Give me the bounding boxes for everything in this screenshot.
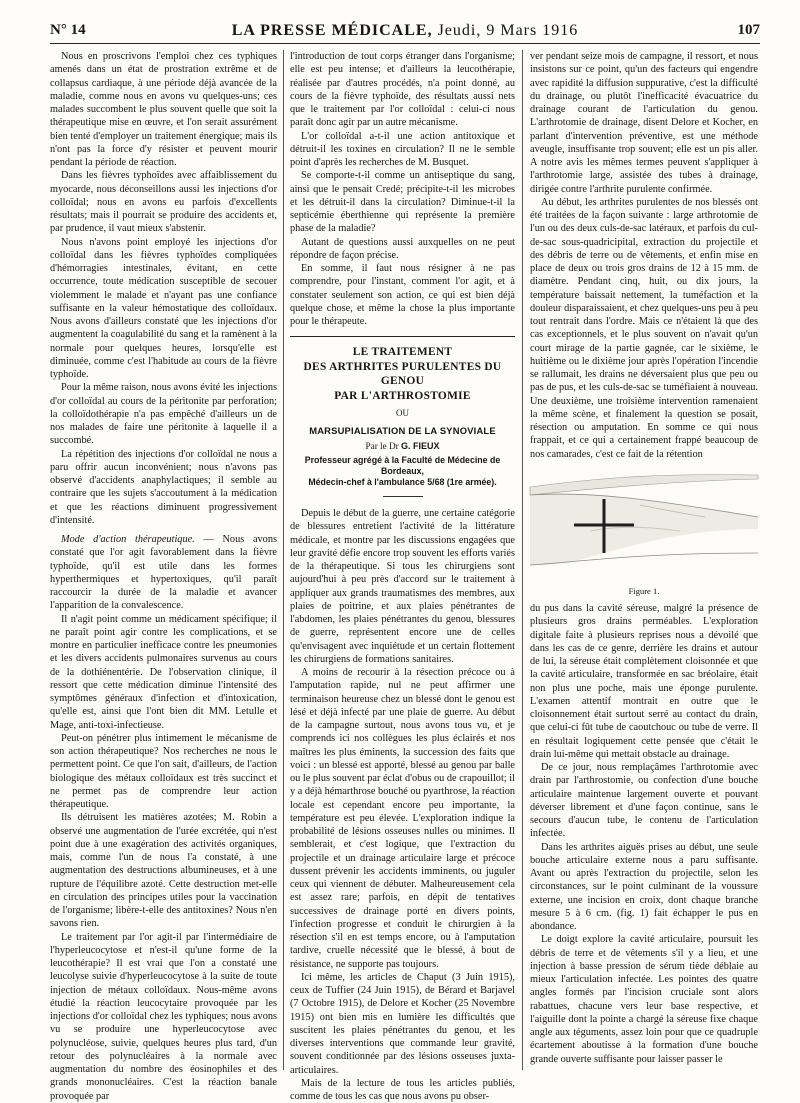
short-rule [383, 496, 423, 497]
paragraph: A moins de recourir à la résection précoce ou à l'amputation rapide, nul ne peut affirmer une terminaison heureuse chez un blessé dont le genou est lésé et déjà infecté par une plaie de guerre. Au début de la campagne surtout, nous avons tous vu, et je comprends ici nos collègues les plus éclairés et nos maîtres les plus éminents, la succession des faits que voici : un blessé est apporté, blessé au genou par balle ou le plus souvent par éclat d'obus ou de crapouillot; il y a déjà hémarthrose bouché ou pyarthrose, la réaction locale est cependant encore peu importante, la température est peu élevée. L'exploration indique la probabilité de lésions osseuses nulles ou minimes. Il semblerait, et c'est logique, que l'extraction du projectile et un drainage articulaire large et précoce dussent prévenir les accidents imminents, ou juguler ceux qui viennent de débuter. Malheureusement cela est assez rare; parfois, en dépit de tentatives successives de drainage porté en divers points, l'infection progresse et conduit le chirurgien à la résection s'il en est temps encore, ou à l'amputation tardive, cruelle nécessité que le blessé, à bout de résistance, ne supporte pas toujours. [290, 667, 516, 970]
paragraph-mode-action [50, 533, 277, 613]
affiliation-line: Médecin-chef à l'ambulance 5/68 (1re armée). [308, 477, 497, 487]
author-name: G. FIEUX [400, 440, 440, 451]
paragraph: Se comporte-t-il comme un antiseptique du sang, ainsi que le pensait Credé; précipite-t-il les microbes et les détruit-il dans la circulation? Diminue-t-il la septicémie éberthienne qui représente la première phase de la maladie? [290, 170, 515, 235]
paragraph: Le traitement par l'or agit-il par l'intermédiaire de l'hyperleucocytose et n'est-il qu'une forme de la leucothérapie? Il est vrai que l'on a constaté une leucolyse suivie d'hyperleucocytose à la suite de toute injection de métaux colloïdaux. Nous-même avons étudié la réaction leucocytaire provoquée par les injections d'or colloïdal chez les typhiques; nous avons vu se produire une hyperleucocytose avec polynucléose, suivie, quelques heures plus tard, d'un retour des polynucléaires à la normale avec augmentation du nombre des éosinophiles et des grands mononucléaires. C'est la réaction banale provoquée par [50, 931, 277, 1102]
column-2 [290, 50, 516, 1102]
issue-date: Jeudi, 9 Mars 1916 [437, 22, 579, 39]
masthead-line [50, 22, 760, 40]
paragraph: De ce jour, nous remplaçâmes l'arthrotomie avec drain par l'arthrostomie, ou confection d'une bouche articulaire maintenue largement ouverte et pouvant déverser librement et d'une façon continue, sans le secours d'aucun tube, le contenu de l'articulation infectée. [530, 762, 758, 840]
knee-incision-illustration [530, 465, 758, 583]
paragraph: Peut-on pénétrer plus intimement le mécanisme de son action thérapeutique? Nos recherches ne nous le permettent point. Ce que l'on sait, d'ailleurs, de l'action biologique des métaux colloïdaux est très succinct et ne permet pas de comprendre leur action thérapeutique. [50, 732, 277, 810]
paragraph: Il n'agit point comme un médicament spécifique; il ne paraît point agir contre les complications, et se montre en particulier inefficace contre les pneumonies et les divers accidents pulmonaires survenus au cours de la dothiénentérie. De l'observation clinique, il ressort que cette médication diminue l'intensité des symptômes généraux d'infection et d'intoxication, qu'elle est, ainsi que l'ont bien dit MM. Letulle et Mage, anti-toxi-infectieuse. [50, 613, 277, 731]
paragraph: Depuis le début de la guerre, une certaine catégorie de blessures entretient l'activité de la littérature médicale, et montre par les discussions engagées que leur gravité défie encore trop souvent les efforts variés de la thérapeutique. Si tous les chirurgiens sont aujourd'hui à peu près d'accord sur le traitement à appliquer aux grands traumatismes des membres, aux plaies de poitrine, et aux plaies pénétrantes de l'abdomen, les plaies pénétrantes du genou, blessures de guerre, représentent encore une de celles qu'envisagent avec inquiétude et un certain flottement les chirurgiens de formations sanitaires. [290, 508, 515, 665]
column-rule-1 [283, 50, 284, 1070]
byline-prefix: Par le Dr [365, 440, 399, 451]
header-rule [50, 43, 760, 44]
paragraph: Dans les fièvres typhoïdes avec affaiblissement du myocarde, nous déconseillons aussi les injections d'or colloïdal; nous en avons eu parfois d'excellents résultats; mais il pourrait se produire des accidents et, par prudence, il vaut mieux s'abstenir. [50, 170, 277, 235]
paragraph: Dans les arthrites aiguës prises au début, une seule bouche articulaire externe nous a paru suffisante. Avant ou après l'extraction du projectile, selon les circonstances, sur le point culminant de la voussure externe, une incision en croix, dont chaque branche mesure 5 à 6 cm. (fig. 1) fait échapper le pus en abondance. [530, 841, 758, 932]
paragraph: Autant de questions aussi auxquelles on ne peut répondre de façon précise. [290, 236, 515, 261]
column-1 [50, 50, 277, 1102]
paragraph: l'introduction de tout corps étranger dans l'organisme; elle est peu intense; et d'ailleurs la leucothérapie, réalisée par d'autres procédés, n'a point donné, au cours de la fièvre typhoïde, des résultats aussi nets que le traitement par l'or colloïdal : celui-ci nous paraît donc agir par un autre mécanisme. [290, 51, 515, 129]
author-affiliation [290, 455, 515, 488]
figure-caption: Figure 1. [628, 585, 660, 596]
paragraph: Nous en proscrivons l'emploi chez ces typhiques amenés dans un état de prostration extrême et de collapsus cardiaque, à une période déjà avancée de la maladie, comme nous en avons vu quelques-uns; ces malades succombent le plus souvent quelle que soit la thérapeutique mise en œuvre, et l'on serait assurément bien tenté d'employer un traitement énergique; mais ils n'ont pas la force d'y résister et peuvent mourir pendant la période de réaction. [50, 51, 277, 168]
paragraph: La répétition des injections d'or colloïdal ne nous a paru offrir aucun inconvénient; nous n'avons pas observé d'accidents anaphylactiques; il semble au contraire que les sujets s'accoutument à la médication et que les réactions diminuent progressivement d'intensité. [50, 448, 277, 526]
issue-number: N° 14 [50, 22, 86, 38]
article-separator [290, 336, 515, 337]
page-header [50, 22, 760, 44]
paragraph: En somme, il faut nous résigner à ne pas comprendre, pour l'instant, comment l'or agit, et à constater seulement son action, ce qui est bien déjà quelque chose, et même la chose la plus importante pour le thérapeute. [290, 263, 515, 327]
page-number: 107 [737, 22, 760, 38]
article-title-line: PAR L'ARTHROSTOMIE [334, 389, 471, 402]
paragraph: Le doigt explore la cavité articulaire, poursuit les débris de terre et de vêtements s'il y a lieu, et une injection à basse pression de sérum tiède déblaie au mieux l'articulation infectée. Les pointes des quatre angles formés par l'incision cruciale sont alors rabattues, chacune vers leur base respective, et l'aiguille dont la pointe a chargé la séreuse fixe chaque angle aux téguments, assez loin pour que ce quadruple écartement aboutisse à la formation d'une bouche grande ouverte suffisante pour laisser passer le [530, 934, 758, 1065]
article-byline [290, 440, 515, 453]
paragraph: ver pendant seize mois de campagne, il ressort, et nous insistons sur ce point, qu'un des facteurs qui engendre avec rapidité la diffusion suppurative, c'est la difficulté du drainage, ou plutôt l'inefficacité évacuatrice du drainage courant de l'articulation du genou. L'arthrotomie de drainage, disent Delore et Kocher, en parlant d'intervention préventive, est une méthode aveugle, insuffisante trop souvent; elle est un pis aller. A notre avis les mêmes termes peuvent s'appliquer à l'arthrotomie large, assistée des tubes à drainage, dirigée contre l'arthrite purulente confirmée. [530, 51, 758, 195]
paragraph: L'or colloïdal a-t-il une action antitoxique et détruit-il les toxines en circulation? Il ne le semble point d'après les recherches de M. Busquet. [290, 130, 515, 168]
paragraph: Au début, les arthrites purulentes de nos blessés ont été traitées de la façon suivante : large arthrotomie de l'un ou des deux culs-de-sac latéraux, et parfois du cul-de-sac sous-quadricipital, extraction du projectile et des débris de terre ou de vêtements, et enfin mise en place de deux ou trois gros drains de 12 à 15 mm. de diamètre. Pendant cinq, huit, ou dix jours, la température baissait nettement, la tuméfaction et la douleur disparaissaient, et chez quelques-uns peu à peu tout rentrait dans l'ordre. Mais ce n'étaient là que des cas exceptionnels, et le plus souvent on n'avait qu'un court mirage de la partie gagnée, car le sixième, le huitième ou le dixième jour après l'opération l'incendie se rallumait, les drains ne déversaient plus que peu ou pas de pus, et les culs-de-sac se tuméfiaient à nouveau. Une deuxième, une troisième intervention ramenaient la même scène, et finalement la question se posait, résection ou amputation. En somme ce qui nous frappait, et ce qui a certainement frappé beaucoup de nos camarades, c'est ce fait de la rétention [530, 196, 758, 460]
section-label: Mode d'action thérapeutique. [61, 534, 195, 545]
paragraph: Pour la même raison, nous avons évité les injections d'or colloïdal au cours de la péritonite par perforation; la colloïdothérapie n'a pas empêché d'ailleurs un de nos malades de faire une péritonite à laquelle il a succombé. [50, 382, 277, 447]
paragraph: du pus dans la cavité séreuse, malgré la présence de plusieurs gros drains perméables. L'exploration digitale faite à plusieurs reprises nous a dévoilé que dans les cas de ce genre, derrière les drains et autour de lui, la séreuse était complètement cloisonnée et que la cavité articulaire, transformée en sac bréolaire, était non plus une poche, mais une éponge purulente. L'examen attentif montrait en outre que le cloisonnement était surtout serré au contact du drain, que celui-ci fût tube de caoutchouc ou tube de verre. Il en résultait logiquement cette pensée que c'était le drain lui-même qui mettait obstacle au drainage. [530, 603, 758, 760]
affiliation-line: Professeur agrégé à la Faculté de Médecine de Bordeaux, [304, 455, 501, 476]
column-3 [530, 50, 758, 1070]
section-text: — Nous avons constaté que l'or agit favorablement dans la fièvre typhoïde, qu'il est utile dans les formes hyperthermiques et hypertoxiques, qu'il paraît raccourcir la durée de la maladie et avancer l'apparition de la convalescence. [50, 534, 277, 612]
article-subtitle: MARSUPIALISATION DE LA SYNOVIALE [309, 424, 496, 436]
paragraph: Ici même, les articles de Chaput (3 Juin 1915), ceux de Tuffier (24 Juin 1915), de Bérard et Barjavel (7 Octobre 1915), de Delore et Kocher (25 Novembre 1915) ont bien mis en lumière les difficultés que suscitent les plaies pénétrantes du genou, et les diverses interventions que commande leur gravité, souvent conditionnée par des lésions osseuses juxta-articulaires. [290, 971, 515, 1076]
paragraph: Mais de la lecture de tous les articles publiés, comme de tous les cas que nous avons pu obser- [290, 1077, 515, 1102]
masthead: LA PRESSE MÉDICALE, [231, 22, 433, 39]
column-rule-2 [522, 50, 523, 1070]
article-title-line: DES ARTHRITES PURULENTES DU GENOU [303, 360, 502, 388]
article-title-line: LE TRAITEMENT [352, 346, 453, 359]
paragraph: Nous n'avons point employé les injections d'or colloïdal dans les fièvres typhoïdes compliquées d'hémorragies intestinales, évitant, en cette occurrence, toute médication susceptible de secouer violemment le malade et n'ayant pas une confiance suffisante en la valeur hémostatique des colloïdaux. Nous avons d'ailleurs constaté que les injections d'or augmentent la coagulabilité du sang et la ramènent à la normale pour quelques heures, lorsqu'elle est diminuée, comme c'est l'habitude au cours de la fièvre typhoïde. [50, 236, 277, 380]
figure-1 [530, 465, 758, 583]
article-or: OU [396, 408, 409, 419]
article-title [290, 345, 515, 403]
paragraph: Ils détruisent les matières azotées; M. Robin a observé une augmentation de l'urée excrétée, qui n'est point due à une exagération des activités organiques, mais, comme l'un de nous l'a constaté, à une augmentation des destructions albumineuses, et à une rupture de l'équilibre azoté. Cette destruction met-elle en circulation des principes utiles pour la vaccination de l'organisme; libère-t-elle des antitoxines? Nous n'en savons rien. [50, 812, 277, 930]
